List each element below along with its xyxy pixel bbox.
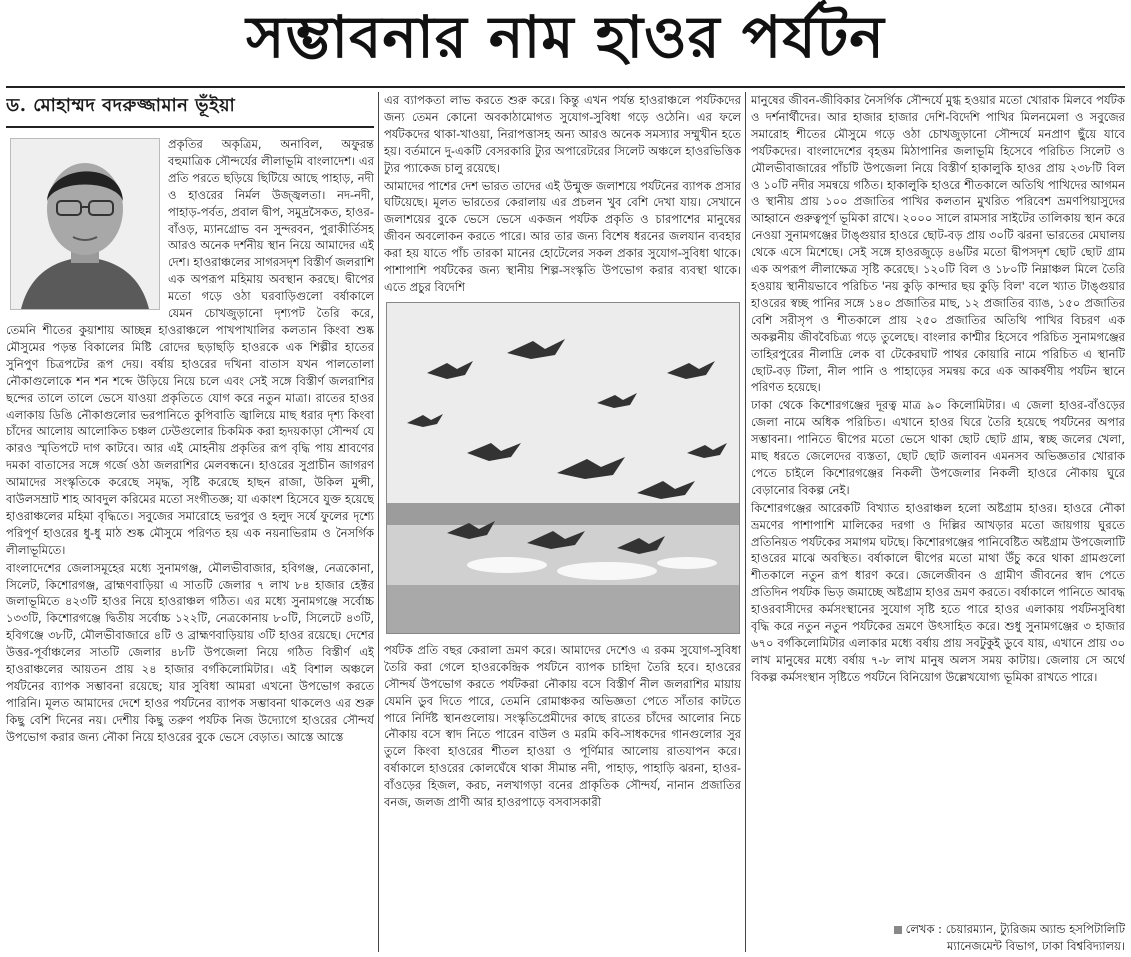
column-divider (378, 92, 379, 952)
credit-line-2: ম্যানেজমেন্ট বিভাগ, ঢাকা বিশ্ববিদ্যালয়। (947, 939, 1125, 953)
paragraph: এর ব্যাপকতা লাভ করতে শুরু করে। কিন্তু এখন পর্যন্ত হাওরাঞ্চলে পর্যটকদের জন্য তেমন কোনো অবকাঠামোগত সুযোগ-সুবিধা গড়ে ওঠেনি। এর ফলে পর্যটকদের থাকা-খাওয়া, নিরাপত্তাসহ অন্য আরও অনেক সমস্যার সম্মুখীন হতে হয়। বর্তমানে দু-একটি বেসরকারি ট্যুর অপারেটরের সিলেট অঞ্চলে হাওরভিত্তিক ট্যুর প্যাকেজ চালু রয়েছে। (384, 93, 741, 175)
headline-rule (6, 86, 1125, 88)
haor-birds-photo (386, 302, 740, 634)
flying-birds-illustration (387, 303, 739, 633)
paragraph: প্রকৃতির অকৃত্রিম, অনাবিল, অফুরন্ত বহুমাত্রিক সৌন্দর্যের লীলাভূমি বাংলাদেশ। এর প্রতি পরতে ছড়িয়ে ছিটিয়ে আছে পাহাড়, নদী ও হাওরের নির্মল উজ্জ্বলতা। নদ-নদী, পাহাড়-পর্বত, প্রবাল দ্বীপ, সমুদ্রসৈকত, হাওর-বাঁওড়, ম্যানগ্রোভ বন সুন্দরবন, পুরাকীর্তিসহ আরও অনেক দর্শনীয় স্থান নিয়ে আমাদের এই দেশ। হাওরাঞ্চলের সাগরসদৃশ বিস্তীর্ণ জলরাশি এক অপরূপ মহিমায় অবস্থান করছে। দ্বীপের মতো গড়ে ওঠা ঘরবাড়িগুলো বর্ষাকালে যেমন চোখজুড়ানো দৃশ্যপট তৈরি করে, তেমনি শীতের কুয়াশায় আচ্ছন্ন হাওরাঞ্চলে পাখপাখালির কলতান কিংবা শুষ্ক মৌসুমের পড়ন্ত বিকালের মিষ্টি রোদের ছড়াছড়ি হাওরকে এক শিল্পীর হাতের সুনিপুণ চিত্রপটের রূপ দেয়। বর্ষায় হাওরের দখিনা বাতাস যখন পালতোলা নৌকাগুলোকে শন শন শব্দে উড়িয়ে নিয়ে চলে এবং সেই সঙ্গে বিস্তীর্ণ জলরাশির ছন্দের তালে তালে ভেসে যাওয়া প্রকৃতিতে যোগ করে নতুন মাত্রা। রাতের হাওর এলাকায় ডিঙি নৌকাগুলোর ভরপানিতে কুপিবাতি জ্বালিয়ে মাছ ধরার দৃশ্য কিংবা চাঁদের আলোয় আলোকিত চঞ্চল ঢেউগুলোর চিকমিক করা হৃদয়কাড়া সৌন্দর্য যে কারও স্মৃতিপটে দাগ কাটবে। আর এই মোহনীয় প্রকৃতির রূপ বৃদ্ধি পায় শ্রাবণের দমকা বাতাসের সঙ্গে গর্জে ওঠা জলরাশির মেলবন্ধনে। হাওরের সুপ্রাচীন জাগরণ আমাদের সংস্কৃতিকে করেছে সমৃদ্ধ, সৃষ্টি করেছে হাছন রাজা, উকিল মুন্সী, বাউলসম্রাট শাহ আবদুল করিমের মতো সংগীতজ্ঞ; যা একাংশ হিসেবে যুক্ত হয়েছে হাওরাঞ্চলের মহিমা বৃদ্ধিতে। সবুজের সমারোহে ভরপুর ও হলুদ সর্ষে ফুলের দৃশ্যে পরিপূর্ণ হাওরের ধু-ধু মাঠ শুষ্ক মৌসুমে পরিণত হয় এক নয়নাভিরাম ও নৈসর্গিক লীলাভূমিতে। (6, 137, 374, 557)
paragraph: কিশোরগঞ্জের আরেকটি বিখ্যাত হাওরাঞ্চল হলো অষ্টগ্রাম হাওর। হাওরে নৌকা ভ্রমণের পাশাপাশি মালিকের দরগা ও দিল্লির আখড়ার মতো জায়গায় ঘুরতে প্রতিনিয়ত পর্যটকের সমাগম ঘটছে। কিশোরগঞ্জের পানিবেষ্টিত অষ্টগ্রাম উপজেলাটি হাওরের মাঝে অবস্থিত। বর্ষাকালে দ্বীপের মতো মাথা উঁচু করে থাকা গ্রামগুলো শীতকালে নতুন রূপ ধারণ করে। জেলেজীবন ও গ্রামীণ জীবনের স্বাদ পেতে প্রতিদিন পর্যটক ভিড় জমাচ্ছে অষ্টগ্রাম হাওর ভ্রমণ করতে। বর্ষাকালে পানিতে আবদ্ধ হাওরবাসীদের কর্মসংস্থানের সুযোগ সৃষ্টি হতে পারে হাওর এলাকায় পর্যটনসুবিধা বৃদ্ধি করে নতুন নতুন পর্যটকের ভ্রমণে উৎসাহিত করে। শুধু সুনামগঞ্জের ৩ হাজার ৬৭০ বর্গকিলোমিটার এলাকার মধ্যে বর্ষায় প্রায় সবটুকুই ডুবে যায়, এখানে প্রায় ৩০ লাখ মানুষের মধ্যে বর্ষায় ৭-৮ লাখ মানুষ অলস সময় কাটায়। জেলায় সে অর্থে বিকল্প কর্মসংস্থান সৃষ্টিতে পর্যটনে বিনিয়োগ উল্লেখযোগ্য ভূমিকা রাখতে পারে। (751, 500, 1125, 684)
article-column-3 (751, 92, 1125, 952)
column-divider (745, 92, 746, 952)
article-column-1 (6, 92, 374, 952)
credit-line-1: লেখক : চেয়ারম্যান, ট্যুরিজম অ্যান্ড হসপিটালিটি (905, 922, 1125, 936)
paragraph: বাংলাদেশের জেলাসমূহের মধ্যে সুনামগঞ্জ, মৌলভীবাজার, হবিগঞ্জ, নেত্রকোনা, সিলেট, কিশোরগঞ্জ, ব্রাহ্মণবাড়িয়া এ সাতটি জেলার ৭ লাখ ৮৪ হাজার হেক্টর জলাভূমিতে ৪২৩টি হাওর নিয়ে হাওরাঞ্চল গঠিত। এর মধ্যে সুনামগঞ্জে সর্বোচ্চ ১৩৩টি, কিশোরগঞ্জে দ্বিতীয় সর্বোচ্চ ১২২টি, নেত্রকোনায় ৮০টি, সিলেটে ৪৩টি, হবিগঞ্জে ৩৮টি, মৌলভীবাজারে ৪টি ও ব্রাহ্মণবাড়িয়ায় ৩টি হাওর রয়েছে। দেশের উত্তর-পূর্বাঞ্চলের সাতটি জেলার ৪৮টি উপজেলা নিয়ে গঠিত বিস্তীর্ণ এই হাওরাঞ্চলের আয়তন প্রায় ২৪ হাজার বর্গকিলোমিটার। এই বিশাল অঞ্চলে পর্যটনের ব্যাপক সম্ভাবনা রয়েছে; যার সুবিধা আমরা এখনো উপভোগ করতে পারিনি। মূলত আমাদের দেশে হাওর পর্যটনের ব্যাপক সম্ভাবনা থাকলেও এর শুরু কিছু বেশি দিনের নয়। দেশীয় কিছু তরুণ পর্যটক নিজ উদ্যোগে হাওরের সৌন্দর্য উপভোগ করার জন্য নৌকা নিয়ে হাওরের বুকে ভেসে বেড়াত। আস্তে আস্তে (6, 560, 374, 744)
article-column-2 (384, 92, 741, 952)
author-portrait (10, 138, 160, 310)
paragraph: ঢাকা থেকে কিশোরগঞ্জের দূরত্ব মাত্র ৯০ কিলোমিটার। এ জেলা হাওর-বাঁওড়ের জেলা নামে অধিক পরিচিত। এখানে হাওর ঘিরে তৈরি হয়েছে পর্যটনের অপার সম্ভাবনা। পানিতে দ্বীপের মতো ভেসে থাকা ছোট ছোট গ্রাম, স্বচ্ছ জলের খেলা, মাছ ধরতে জেলেদের ব্যস্ততা, ছোট ছোট জলাবন এমনসব অভিজ্ঞতার খোরাক পেতে চাইলে কিশোরগঞ্জের নিকলী উপজেলার নিকলী হাওরে নৌকায় ঘুরে বেড়ানোর বিকল্প নেই। (751, 398, 1125, 497)
headline: সম্ভাবনার নাম হাওর পর্যটন (246, 2, 885, 71)
byline: ড. মোহাম্মদ বদরুজ্জামান ভূঁইয়া (6, 92, 374, 128)
author-portrait-illustration (11, 139, 159, 309)
author-credit (755, 921, 1125, 955)
square-bullet-icon (894, 926, 902, 934)
paragraph: আমাদের পাশের দেশ ভারত তাদের এই উন্মুক্ত জলাশয়ে পর্যটনের ব্যাপক প্রসার ঘটিয়েছে। মূলত ভারতের কেরালায় এর প্রচলন খুব বেশি দেখা যায়। সেখানে জলাশয়ের বুকে ভেসে ভেসে একজন পর্যটক প্রকৃতি ও চারপাশের মানুষের জীবন অবলোকন করতে পারে। আর তার জন্য বিশেষ ধরনের জলযান ব্যবহার করা হয় যাতে পাঁচ তারকা মানের হোটেলের সকল প্রকার সুযোগ-সুবিধা থাকে। পাশাপাশি পর্যটকের জন্য স্থানীয় শিল্প-সংস্কৃতি উপভোগ করার ব্যবস্থা থাকে। এতে প্রচুর বিদেশি (384, 178, 741, 294)
paragraph: মানুষের জীবন-জীবিকার নৈসর্গিক সৌন্দর্যে মুগ্ধ হওয়ার মতো খোরাক মিলবে পর্যটক ও দর্শনার্থীদের। আর হাজার হাজার দেশি-বিদেশি পাখির মিলনমেলা ও সবুজের সমারোহ শীতের মৌসুমে গড়ে ওঠা চোখজুড়ানো সৌন্দর্যে মনপ্রাণ ছুঁয়ে যাবে পর্যটকদের। বাংলাদেশের বৃহত্তম মিঠাপানির জলাভূমি হিসেবে পরিচিত সিলেট ও মৌলভীবাজারের পাঁচটি উপজেলা নিয়ে বিস্তীর্ণ হাকালুকি হাওর প্রায় ২৩৮টি বিল ও ১০টি নদীর সমন্বয়ে গঠিত। হাকালুকি হাওরে শীতকালে অতিথি পাখিদের আগমন ও স্থানীয় প্রায় ১০০ প্রজাতির পাখির কলতান মুখরিত পরিবেশ ভ্রমণপিয়াসুদের আহ্বানে গুরুত্বপূর্ণ ভূমিকা রাখে। ২০০০ সালে রামসার সাইটের তালিকায় স্থান করে নেওয়া সুনামগঞ্জের টাঙ্গুয়ার হাওরে ছোট-বড় প্রায় ৩০টি ঝরনা ভারতের মেঘালয় থেকে এসে মিশেছে। সেই সঙ্গে হাওরজুড়ে ৪৬টির মতো দ্বীপসদৃশ ছোট ছোট গ্রাম এক অপরূপ লীলাক্ষেত্র সৃষ্টি করেছে। ১২০টি বিল ও ১৮০টি নিম্নাঞ্চল মিলে তৈরি হওয়ায় স্থানীয়ভাবে পরিচিত 'নয় কুড়ি কান্দার ছয় কুড়ি বিল' বলে খ্যাত টাঙ্গুয়ার হাওরের স্বচ্ছ পানির সঙ্গে ১৪০ প্রজাতির মাছ, ১২ প্রজাতির ব্যাঙ, ১৫০ প্রজাতির বেশি সরীসৃপ ও শীতকালে প্রায় ২৫০ প্রজাতির অতিথি পাখির বিচরণ এক অকল্পনীয় জীববৈচিত্র্য গড়ে তুলেছে। বাংলার কাশ্মীর হিসেবে পরিচিত সুনামগঞ্জের তাহিরপুরের নীলাদ্রি লেক বা টেকেরঘাট পাথর কোয়ারি নামে পরিচিত এ স্থানটি ছোট-বড় টিলা, নীল পানি ও পাহাড়ের সমন্বয় করে এক আকর্ষণীয় পর্যটন স্থানে পরিণত হয়েছে। (751, 93, 1125, 395)
paragraph: পর্যটক প্রতি বছর কেরালা ভ্রমণ করে। আমাদের দেশেও এ রকম সুযোগ-সুবিধা তৈরি করা গেলে হাওরকেন্দ্রিক পর্যটনে ব্যাপক চাহিদা তৈরি হবে। হাওরের সৌন্দর্য উপভোগ করতে পর্যটকরা নৌকায় বসে বিস্তীর্ণ নীল জলরাশির মায়ায় যেমনি ডুব দিতে পারে, তেমনি রোমাঞ্চকর অভিজ্ঞতা পেতে সাঁতার কাটতে পারে নির্দিষ্ট স্থানগুলোয়। সংস্কৃতিপ্রেমীদের কাছে রাতের চাঁদের আলোর নিচে নৌকায় বসে স্বাদ নিতে পারেন বাউল ও মরমি কবি-সাধকদের গানগুলোর সুর তুলে কিংবা হাওরের শীতল হাওয়া ও পূর্ণিমার আলোয় রাতযাপন করে। বর্ষাকালে হাওরের কোলঘেঁষে থাকা সীমান্ত নদী, পাহাড়, পাহাড়ি ঝরনা, হাওর-বাঁওড়ের হিজল, করচ, নলখাগড়া বনের প্রাকৃতিক সৌন্দর্য, নানান প্রজাতির বনজ, জলজ প্রাণী আর হাওরপাড়ে বসবাসকারী (384, 642, 741, 810)
